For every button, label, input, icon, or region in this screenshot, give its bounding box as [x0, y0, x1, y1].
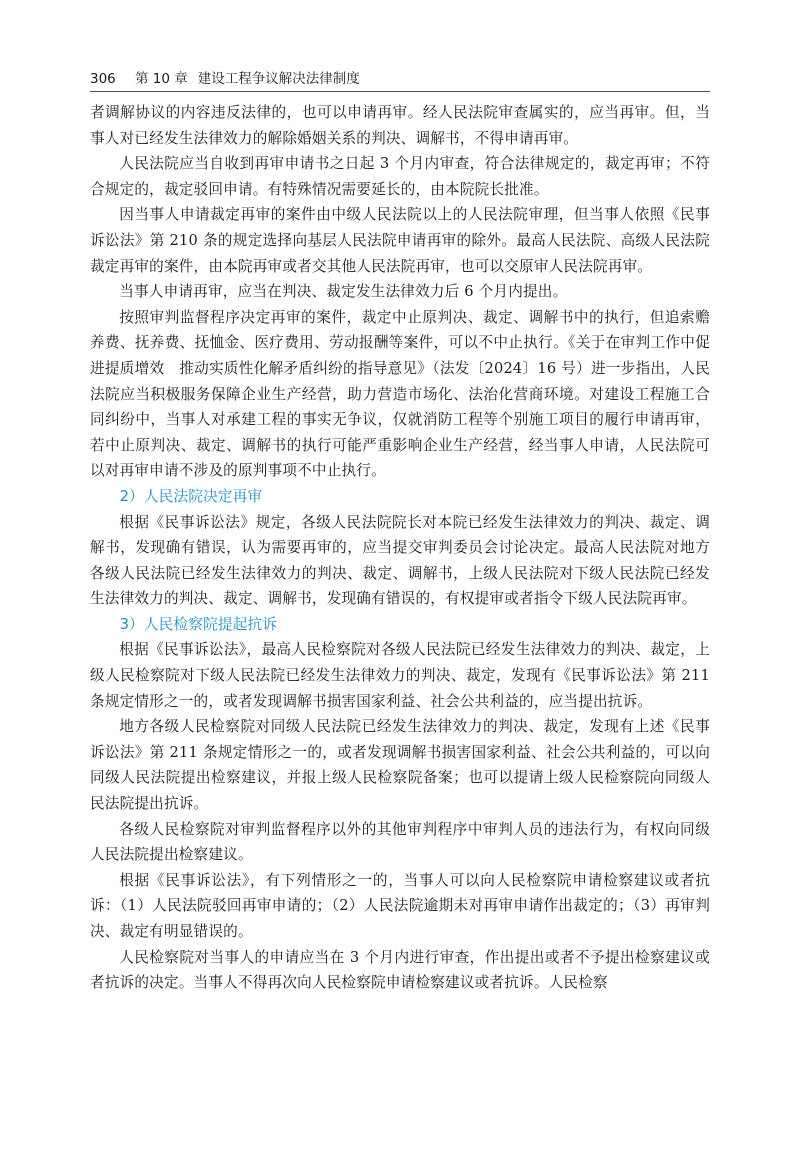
section-heading: 2）人民法院决定再审	[119, 487, 263, 505]
chapter-title: 建设工程争议解决法律制度	[197, 71, 360, 87]
chapter-label: 第 10 章	[135, 71, 188, 87]
paragraph: 人民法院应当自收到再审申请书之日起 3 个月内审查，符合法律规定的，裁定再审；不符合规定的，裁定驳回申请。有特殊情况需要延长的，由本院院长批准。	[90, 155, 710, 198]
paragraph: 人民检察院对当事人的申请应当在 3 个月内进行审查，作出提出或者不予提出检察建议或者抗诉的决定。当事人不得再次向人民检察院申请检察建议或者抗诉。人民检察	[90, 948, 710, 992]
paragraph: 根据《民事诉讼法》，最高人民检察院对各级人民法院已经发生法律效力的判决、裁定，上级人民检察院对下级人民法院已经发生法律效力的判决、裁定，发现有《民事诉讼法》第 211 条规定情形之一的，或者发现调解书损害国家利益、社会公共利益的，应当提出抗诉。	[90, 641, 710, 710]
paragraph: 者调解协议的内容违反法律的，也可以申请再审。经人民法院审查属实的，应当再审。但，当事人对已经发生法律效力的解除婚姻关系的判决、调解书，不得申请再审。	[90, 104, 710, 147]
paragraph: 根据《民事诉讼法》，有下列情形之一的，当事人可以向人民检察院申请检察建议或者抗诉：（1）人民法院驳回再审申请的；（2）人民法院逾期未对再审申请作出裁定的；（3）再审判决、裁定有明显错误的。	[90, 871, 710, 940]
paragraph: 当事人申请再审，应当在判决、裁定发生法律效力后 6 个月内提出。	[119, 283, 568, 301]
page-header	[90, 64, 710, 92]
paragraph: 各级人民检察院对审判监督程序以外的其他审判程序中审判人员的违法行为，有权向同级人民法院提出检察建议。	[90, 820, 710, 864]
paragraph: 根据《民事诉讼法》规定，各级人民法院院长对本院已经发生法律效力的判决、裁定、调解书，发现确有错误，认为需要再审的，应当提交审判委员会讨论决定。最高人民法院对地方各级人民法院已经发生法律效力的判决、裁定、调解书，上级人民法院对下级人民法院已经发生法律效力的判决、裁定、调解书，发现确有错误的，有权提审或者指令下级人民法院再审。	[90, 513, 710, 608]
paragraph: 按照审判监督程序决定再审的案件，裁定中止原判决、裁定、调解书中的执行，但追索赡养费、抚养费、抚恤金、医疗费用、劳动报酬等案件，可以不中止执行。《关于在审判工作中促进提质增效 推动实质性化解矛盾纠纷的指导意见》（法发〔2024〕16 号）进一步指出，人民法院应当积极服务保障企业生产经营，助力营造市场化、法治化营商环境。对建设工程施工合同纠纷中，当事人对承建工程的事实无争议，仅就消防工程等个别施工项目的履行申请再审，若中止原判决、裁定、调解书的执行可能严重影响企业生产经营，经当事人申请，人民法院可以对再审申请不涉及的原判事项不中止执行。	[90, 308, 710, 480]
paragraph: 地方各级人民检察院对同级人民法院已经发生法律效力的判决、裁定，发现有上述《民事诉讼法》第 211 条规定情形之一的，或者发现调解书损害国家利益、社会公共利益的，可以向同级人民法院提出检察建议，并报上级人民检察院备案；也可以提请上级人民检察院向同级人民法院提出抗诉。	[90, 718, 710, 813]
page-number: 306	[90, 71, 116, 87]
page-body	[90, 100, 710, 996]
section-heading: 3）人民检察院提起抗诉	[119, 615, 277, 633]
paragraph: 因当事人申请裁定再审的案件由中级人民法院以上的人民法院审理，但当事人依照《民事诉讼法》第 210 条的规定选择向基层人民法院申请再审的除外。最高人民法院、高级人民法院裁定再审的案件，由本院再审或者交其他人民法院再审，也可以交原审人民法院再审。	[90, 206, 710, 275]
